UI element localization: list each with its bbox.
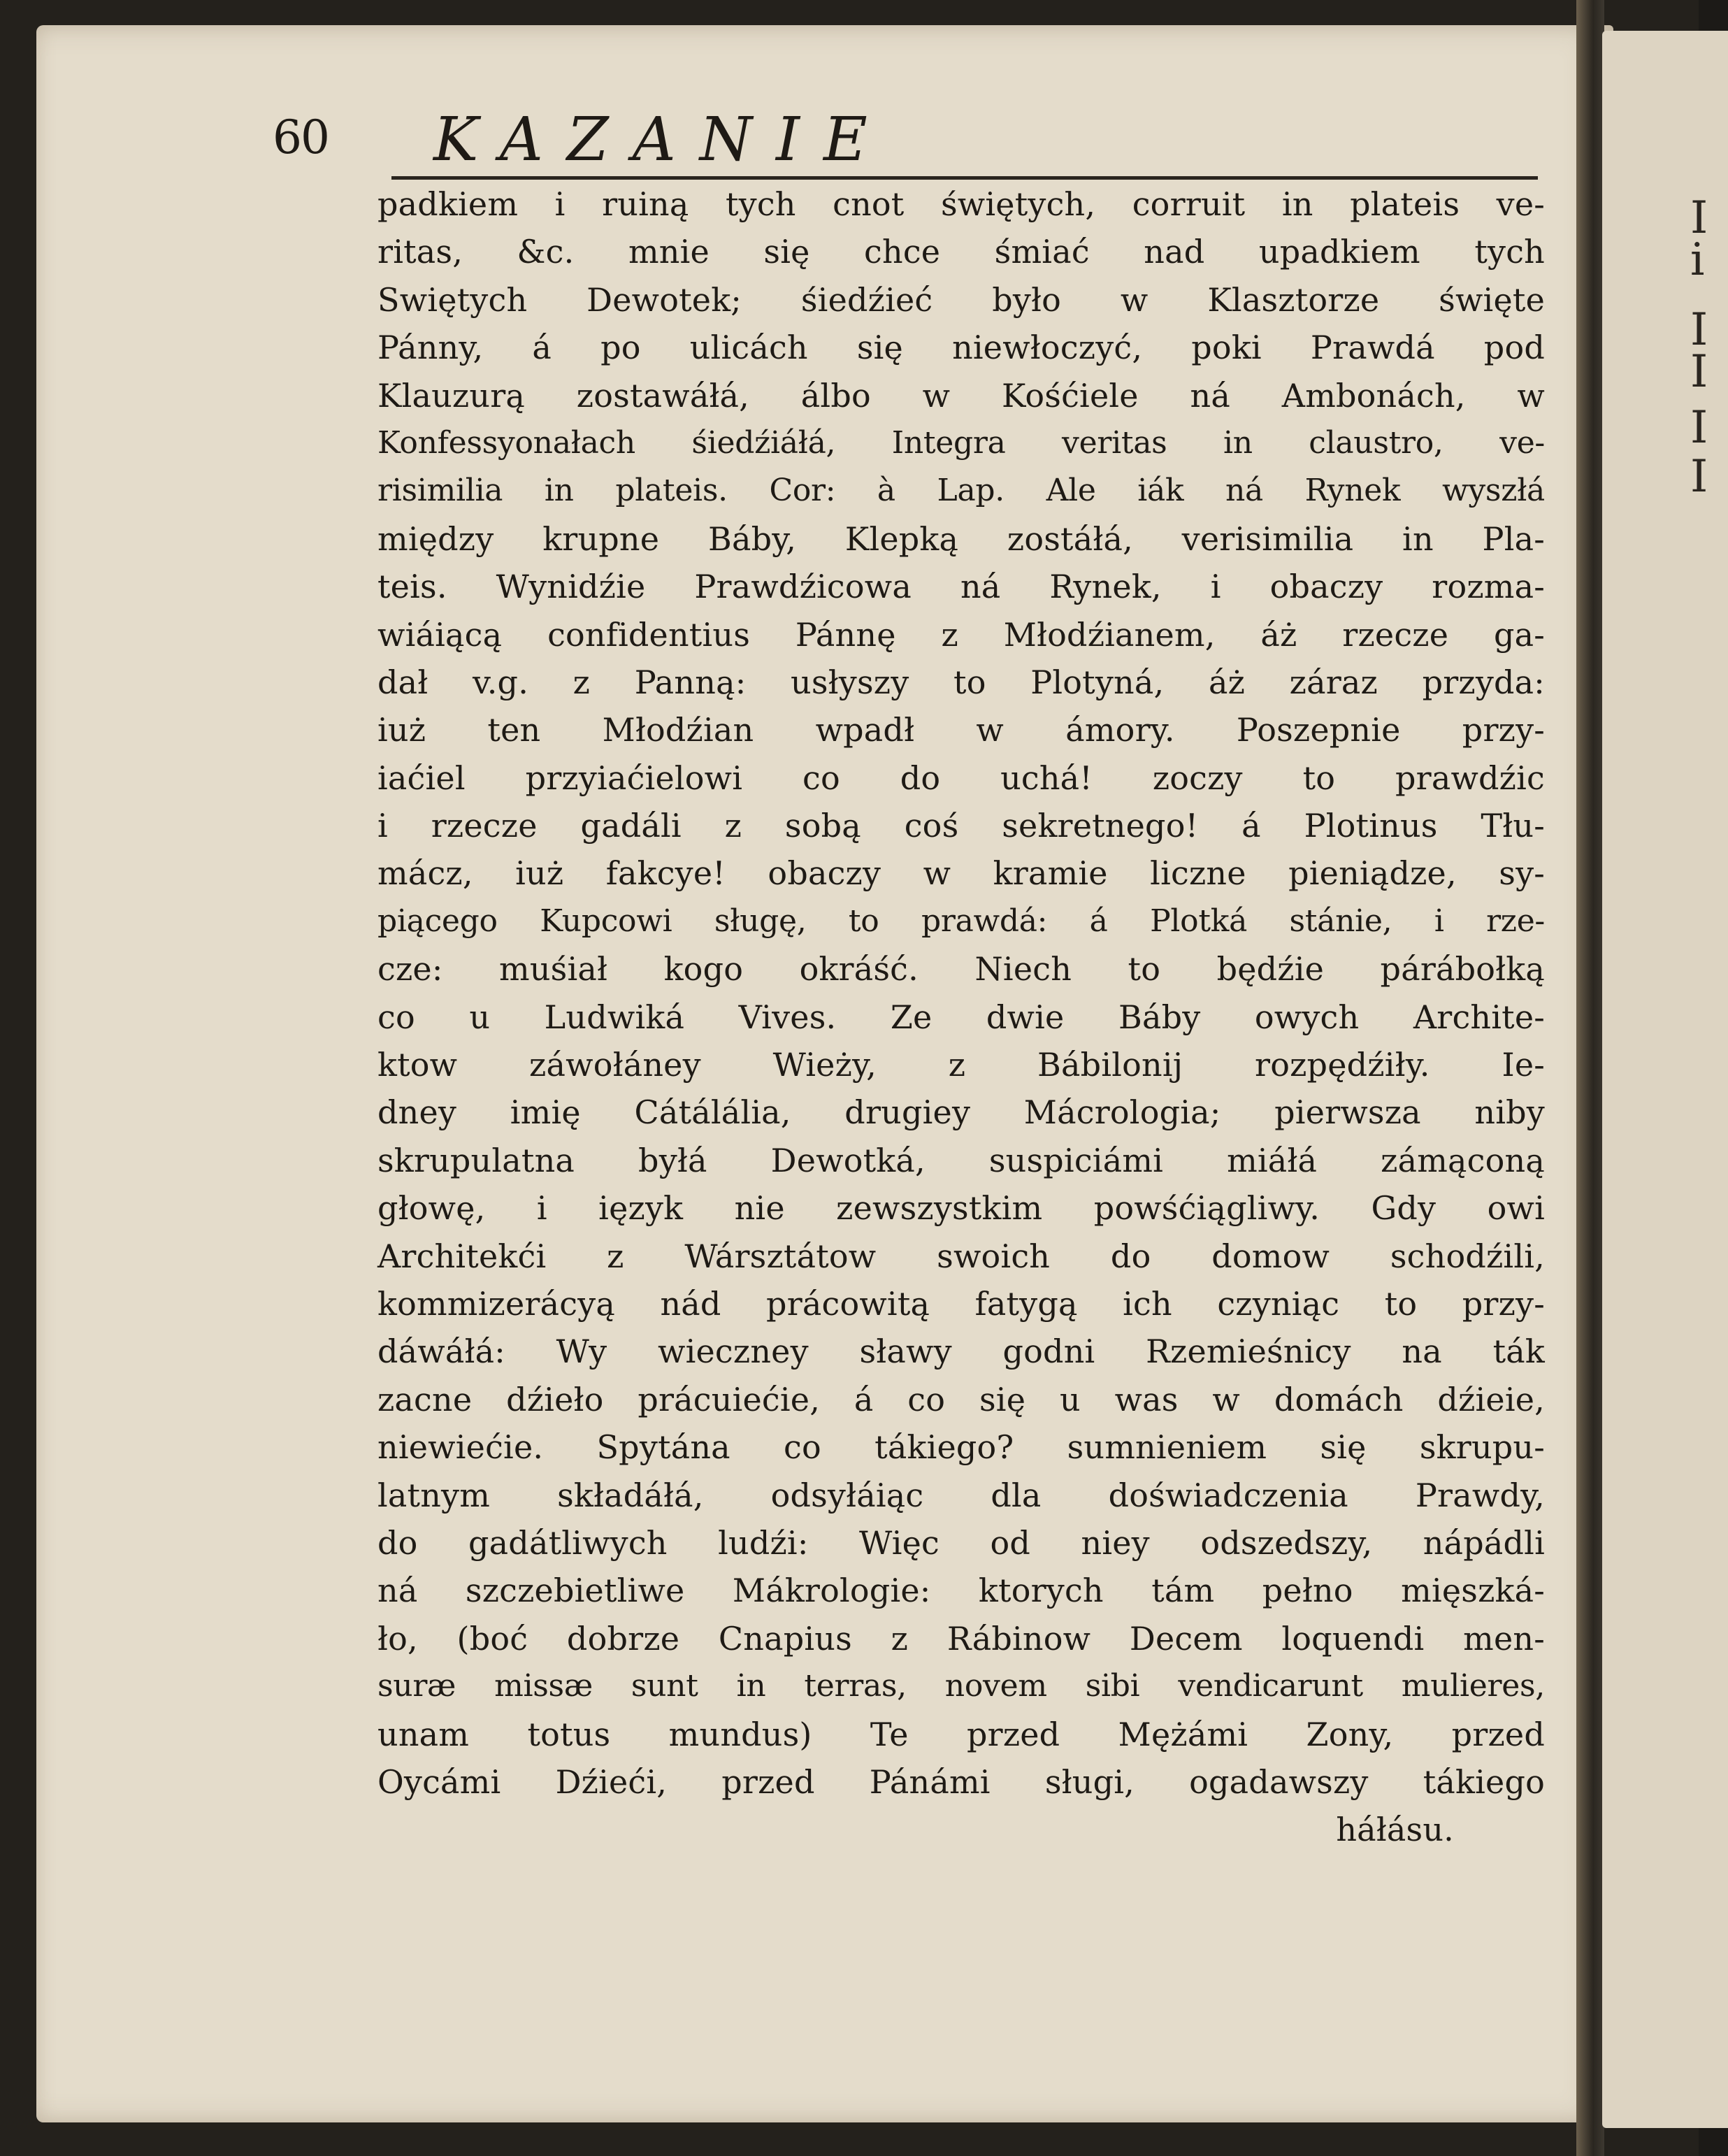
text-line: Konfessyonałach śiedźiáłá, Integra veritas in claustro, ve- [377,424,1545,461]
text-line: latnym składáłá, odsyłáiąc dla doświadczenia Prawdy, [377,1476,1545,1514]
text-line: dáwáłá: Wy wieczney sławy godni Rzemieśnicy na ták [377,1332,1545,1371]
text-line: ktow záwołáney Wieży, z Bábilonij rozpędźiły. Ie- [377,1046,1545,1084]
text-line: teis. Wynidźie Prawdźicowa ná Rynek, i obaczy rozma- [377,568,1545,606]
text-line-catchword: háłásu. [1336,1811,1454,1849]
text-line: risimilia in plateis. Cor: à Lap. Ale iák ná Rynek wyszłá [377,473,1545,509]
adjacent-page-glyph: I [1690,192,1708,244]
page-number: 60 [273,110,329,164]
binding-gutter [1576,0,1604,2156]
text-line: między krupne Báby, Klepką zostáłá, verisimilia in Pla- [377,519,1545,558]
text-line: iuż ten Młodźian wpadł w ámory. Poszepnie przy- [377,711,1545,749]
adjacent-page-glyph: I [1690,304,1708,356]
text-line: Oycámi Dźieći, przed Pánámi sługi, ogadawszy tákiego [377,1762,1545,1801]
adjacent-page-glyph: I [1690,402,1708,454]
adjacent-page-glyph: I [1690,451,1708,503]
text-line: padkiem i ruiną tych cnot świętych, corruit in plateis ve- [377,185,1545,223]
header-rule [391,176,1538,180]
text-line: kommizerácyą nád prácowitą fatygą ich czyniąc to przy- [377,1284,1545,1323]
text-line: ritas, &c. mnie się chce śmiać nad upadkiem tych [377,233,1545,271]
text-line: iaćiel przyiaćielowi co do uchá! zoczy to prawdźic [377,759,1545,797]
adjacent-page-glyph: i [1690,234,1705,286]
text-line: suræ missæ sunt in terras, novem sibi vendicarunt mulieres, [377,1668,1545,1704]
body-text [377,180,1545,1854]
text-line: Pánny, á po ulicách się niewłoczyć, poki Prawdá pod [377,329,1545,367]
text-line: cze: muśiał kogo okráść. Niech to będźie párábołką [377,950,1545,989]
text-line: głowę, i ięzyk nie zewszystkim powśćiągliwy. Gdy owi [377,1189,1545,1228]
text-line: do gadátliwych ludźi: Więc od niey odszedszy, nápádli [377,1523,1545,1562]
text-line: piącego Kupcowi sługę, to prawdá: á Plotká stánie, i rze- [377,903,1545,939]
text-line: mácz, iuż fakcye! obaczy w kramie liczne pieniądze, sy- [377,854,1545,893]
page-header [273,105,1517,182]
text-line: i rzecze gadáli z sobą coś sekretnego! á Plotinus Tłu- [377,807,1545,845]
text-line: skrupulatna byłá Dewotká, suspiciámi miáłá zámąconą [377,1141,1545,1179]
text-line: co u Ludwiká Vives. Ze dwie Báby owych Archite- [377,998,1545,1036]
adjacent-page-edge [1602,31,1728,2128]
text-line: niewiećie. Spytána co tákiego? sumnieniem się skrupu- [377,1428,1545,1467]
text-line: ło, (boć dobrze Cnapius z Rábinow Decem loquendi men- [377,1619,1545,1658]
text-line: wiáiącą confidentius Pánnę z Młodźianem, áż rzecze ga- [377,615,1545,654]
text-line: dney imię Cátálália, drugiey Mácrologia; pierwsza niby [377,1093,1545,1132]
text-line: ná szczebietliwe Mákrologie: ktorych tám pełno mięszká- [377,1572,1545,1610]
text-line: unam totus mundus) Te przed Mężámi Zony, przed [377,1715,1545,1753]
text-line: Swiętych Dewotek; śiedźieć było w Klasztorze święte [377,280,1545,319]
running-title: KAZANIE [433,105,891,175]
adjacent-page-glyph: I [1690,346,1708,398]
text-line: Klauzurą zostawáłá, álbo w Kośćiele ná Ambonách, w [377,376,1545,415]
text-line: zacne dźieło prácuiećie, á co się u was w domách dźieie, [377,1380,1545,1418]
text-line: Architekći z Wársztátow swoich do domow schodźili, [377,1237,1545,1275]
text-line: dał v.g. z Panną: usłyszy to Plotyná, áż záraz przyda: [377,663,1545,701]
